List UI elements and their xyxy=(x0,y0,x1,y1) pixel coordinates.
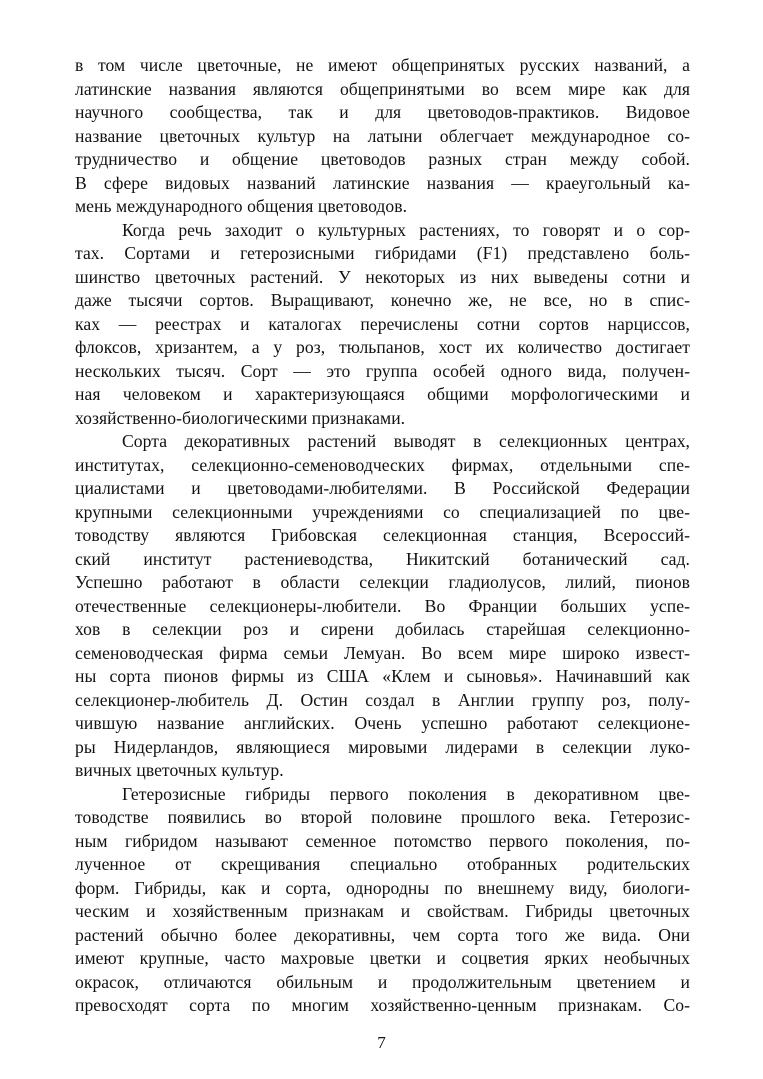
text-line: товодстве появились во второй половине прошлого века. Гетерозис- xyxy=(75,807,690,827)
text-line: семеноводческая фирма семьи Лемуан. Во всем мире широко извест- xyxy=(75,642,690,663)
paragraph-2 xyxy=(75,219,690,431)
text-line: чившую название английских. Очень успешно работают селекционе- xyxy=(75,713,690,733)
text-line: шинство цветочных растений. У некоторых из них выведены сотни и xyxy=(75,266,690,287)
paragraph-1 xyxy=(75,54,690,219)
text-line: Сорта декоративных растений выводят в селекционных центрах, xyxy=(122,431,690,451)
text-line: ны сорта пионов фирмы из США «Клем и сыновья». Начинавший как xyxy=(75,666,690,686)
text-line: даже тысячи сортов. Выращивают, конечно же, не все, но в спис- xyxy=(75,290,690,310)
text-line: окрасок, отличаются обильным и продолжительным цветением и xyxy=(75,971,690,992)
text-line: хозяйственно-биологическими признаками. xyxy=(75,407,406,428)
text-line: имеют крупные, часто махровые цветки и соцветия ярких необычных xyxy=(75,948,690,968)
paragraph-3 xyxy=(75,430,690,783)
page-number: 7 xyxy=(377,1033,386,1052)
text-line: растений обычно более декоративны, чем сорта того же вида. Они xyxy=(75,924,690,945)
text-line: лученное от скрещивания специально отобранных родительских xyxy=(75,854,690,874)
text-line: В сфере видовых названий латинские названия — краеугольный ка- xyxy=(75,172,690,193)
text-line: название цветочных культур на латыни облегчает международное со- xyxy=(75,125,690,146)
paragraph-4 xyxy=(75,783,690,1018)
text-line: Когда речь заходит о культурных растениях, то говорят и о сор- xyxy=(122,219,690,240)
text-line: трудничество и общение цветоводов разных стран между собой. xyxy=(75,149,690,169)
text-line: товодству являются Грибовская селекционная станция, Всероссий- xyxy=(75,525,690,545)
text-line: ский институт растениеводства, Никитский ботанический сад. xyxy=(75,548,690,569)
text-line: отечественные селекционеры-любители. Во Франции больших успе- xyxy=(75,595,690,616)
text-line: форм. Гибриды, как и сорта, однородны по внешнему виду, биологи- xyxy=(75,877,690,898)
text-line: ры Нидерландов, являющиеся мировыми лидерами в селекции луко- xyxy=(75,736,690,757)
text-line: вичных цветочных культур. xyxy=(75,760,284,780)
text-line: тах. Сортами и гетерозисными гибридами (F1) представлено боль- xyxy=(75,243,690,263)
text-line: Успешно работают в области селекции гладиолусов, лилий, пионов xyxy=(75,572,690,592)
text-line: ках — реестрах и каталогах перечислены сотни сортов нарциссов, xyxy=(75,313,690,334)
text-line: селекционер-любитель Д. Остин создал в Англии группу роз, полу- xyxy=(75,689,690,710)
text-line: институтах, селекционно-семеноводческих фирмах, отдельными спе- xyxy=(75,454,690,475)
text-line: научного сообщества, так и для цветоводов-практиков. Видовое xyxy=(75,102,690,122)
text-line: ная человеком и характеризующаяся общими морфологическими и xyxy=(75,384,690,404)
text-line: флоксов, хризантем, а у роз, тюльпанов, хост их количество достигает xyxy=(75,337,690,357)
text-line: в том числе цветочные, не имеют общепринятых русских названий, а xyxy=(75,55,690,75)
text-line: циалистами и цветоводами-любителями. В Российской Федерации xyxy=(75,478,690,498)
text-line: хов в селекции роз и сирени добилась старейшая селекционно- xyxy=(75,619,690,639)
text-line: ческим и хозяйственным признакам и свойствам. Гибриды цветочных xyxy=(75,901,690,921)
text-line: мень международного общения цветоводов. xyxy=(75,196,408,216)
text-line: нескольких тысяч. Сорт — это группа особей одного вида, получен- xyxy=(75,360,690,381)
text-line: ным гибридом называют семенное потомство первого поколения, по- xyxy=(75,830,690,851)
page-body xyxy=(75,54,690,1018)
text-line: латинские названия являются общепринятыми во всем мире как для xyxy=(75,78,690,99)
text-line: крупными селекционными учреждениями со специализацией по цве- xyxy=(75,501,690,522)
text-line: Гетерозисные гибриды первого поколения в декоративном цве- xyxy=(122,783,690,804)
text-line: превосходят сорта по многим хозяйственно-ценным признакам. Со- xyxy=(75,995,690,1015)
